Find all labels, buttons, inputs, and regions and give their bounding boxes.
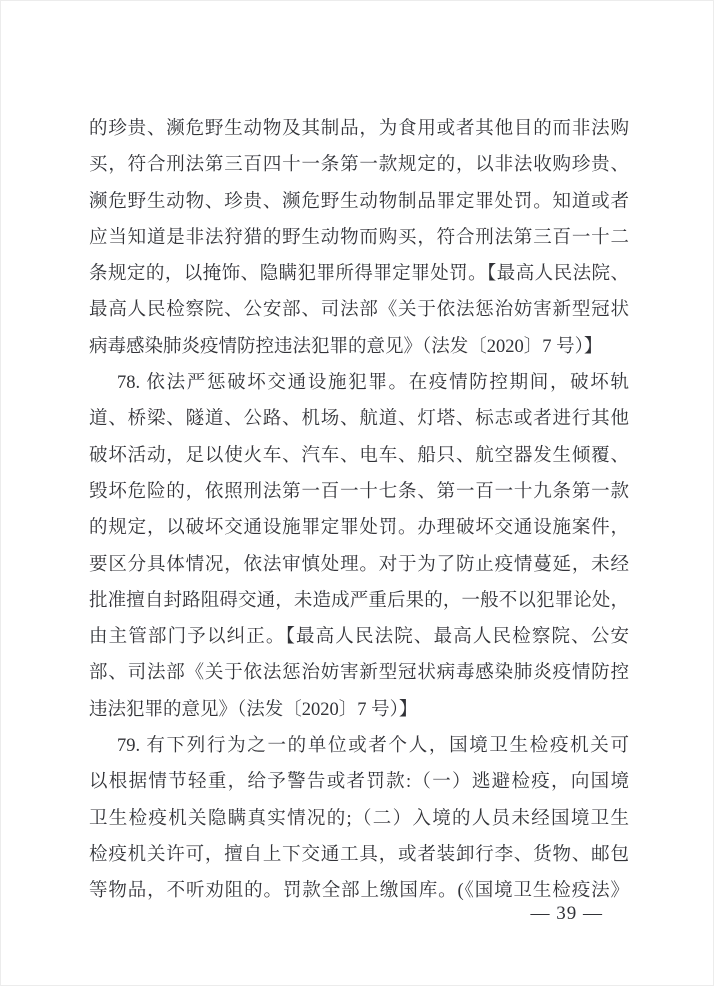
- text-line: 检疫机关许可，擅自上下交通工具，或者装卸行李、货物、邮包: [89, 844, 629, 865]
- text-line: 等物品，不听劝阻的。罚款全部上缴国库。(《国境卫生检疫法》: [89, 881, 629, 902]
- text-line: 部、司法部《关于依法惩治妨害新型冠状病毒感染肺炎疫情防控: [89, 663, 629, 684]
- text-line: 病毒感染肺炎疫情防控违法犯罪的意见》（法发〔2020〕7 号）】: [89, 336, 603, 357]
- text-line: 濒危野生动物、珍贵、濒危野生动物制品罪定罪处罚。知道或者: [89, 191, 629, 212]
- text-line: 卫生检疫机关隐瞒真实情况的;（二）入境的人员未经国境卫生: [89, 808, 629, 829]
- paragraph-continuation: [89, 111, 629, 365]
- text-line: 违法犯罪的意见》（法发〔2020〕7 号）】: [89, 699, 418, 720]
- text-line: 79. 有下列行为之一的单位或者个人，国境卫生检疫机关可: [117, 736, 629, 757]
- text-line: 最高人民检察院、公安部、司法部《关于依法惩治妨害新型冠状: [89, 300, 629, 321]
- text-line: 条规定的，以掩饰、隐瞒犯罪所得罪定罪处罚。【最高人民法院、: [89, 264, 629, 285]
- text-line: 毁坏危险的，依照刑法第一百一十七条、第一百一十九条第一款: [89, 481, 629, 502]
- text-line: 买，符合刑法第三百四十一条第一款规定的，以非法收购珍贵、: [89, 155, 629, 176]
- paragraph-item-79: [89, 728, 629, 909]
- page-number: — 39 —: [530, 903, 603, 924]
- text-line: 道、桥梁、隧道、公路、机场、航道、灯塔、标志或者进行其他: [89, 409, 629, 430]
- text-line: 78. 依法严惩破坏交通设施犯罪。在疫情防控期间，破坏轨: [117, 373, 629, 394]
- text-line: 破坏活动，足以使火车、汽车、电车、船只、航空器发生倾覆、: [89, 445, 629, 466]
- text-line: 要区分具体情况，依法审慎处理。对于为了防止疫情蔓延，未经: [89, 554, 629, 575]
- text-line: 由主管部门予以纠正。【最高人民法院、最高人民检察院、公安: [89, 627, 629, 648]
- text-line: 的规定，以破坏交通设施罪定罪处罚。办理破坏交通设施案件，: [89, 518, 629, 539]
- text-line: 应当知道是非法狩猎的野生动物而购买，符合刑法第三百一十二: [89, 227, 629, 248]
- text-line: 以根据情节轻重，给予警告或者罚款:（一）逃避检疫，向国境: [89, 772, 629, 793]
- text-line: 批准擅自封路阻碍交通，未造成严重后果的，一般不以犯罪论处，: [89, 590, 629, 611]
- paragraph-item-78: [89, 365, 629, 728]
- text-line: 的珍贵、濒危野生动物及其制品，为食用或者其他目的而非法购: [89, 119, 629, 139]
- page-body-text: [89, 111, 629, 910]
